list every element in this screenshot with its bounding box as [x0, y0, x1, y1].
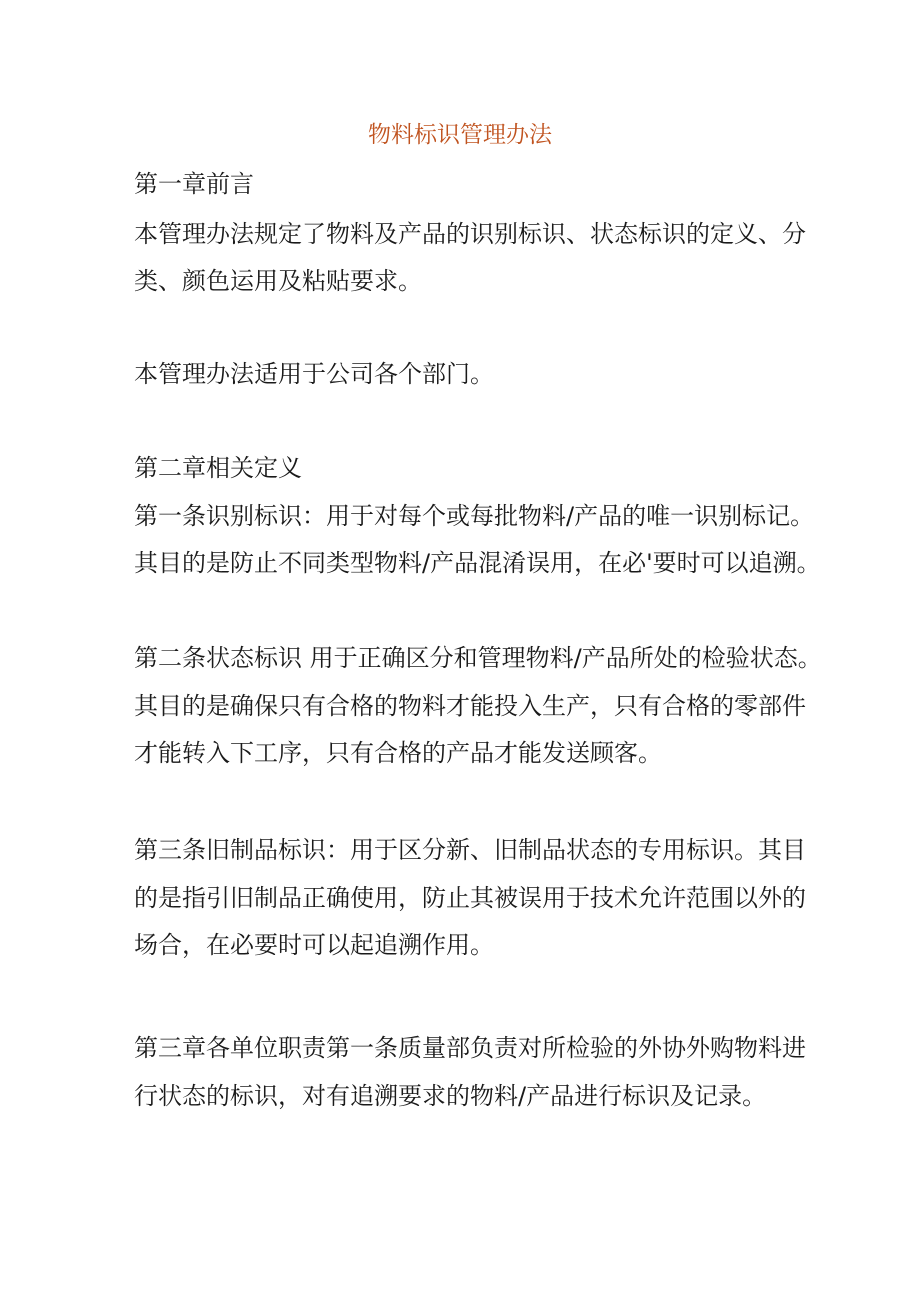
paragraph-line: 其目的是防止不同类型物料/产品混淆误用，在必'要时可以追溯。 — [134, 549, 821, 577]
paragraph-line: 才能转入下工序，只有合格的产品才能发送顾客。 — [134, 739, 662, 767]
document-title: 物料标识管理办法 — [368, 122, 552, 148]
paragraph-line: 场合，在必要时可以起追溯作用。 — [134, 931, 494, 959]
paragraph-line: 类、颜色运用及粘贴要求。 — [134, 267, 422, 295]
chapter-3-heading: 第三章各单位职责第一条质量部负责对所检验的外协外购物料进 — [134, 1034, 806, 1062]
paragraph-line: 本管理办法规定了物料及产品的识别标识、状态标识的定义、分 — [134, 220, 806, 248]
paragraph-line: 第二条状态标识 用于正确区分和管理物料/产品所处的检验状态。 — [134, 644, 822, 672]
chapter-1-heading: 第一章前言 — [134, 170, 254, 198]
paragraph-line: 第三条旧制品标识：用于区分新、旧制品状态的专用标识。其目 — [134, 836, 806, 864]
paragraph-line: 其目的是确保只有合格的物料才能投入生产，只有合格的零部件 — [134, 692, 806, 720]
paragraph-line: 本管理办法适用于公司各个部门。 — [134, 360, 494, 388]
paragraph-line: 的是指引旧制品正确使用，防止其被误用于技术允许范围以外的 — [134, 884, 806, 912]
paragraph-line: 第一条识别标识：用于对每个或每批物料/产品的唯一识别标记。 — [134, 502, 815, 530]
paragraph-line: 行状态的标识，对有追溯要求的物料/产品进行标识及记录。 — [134, 1082, 767, 1110]
chapter-2-heading: 第二章相关定义 — [134, 454, 302, 482]
